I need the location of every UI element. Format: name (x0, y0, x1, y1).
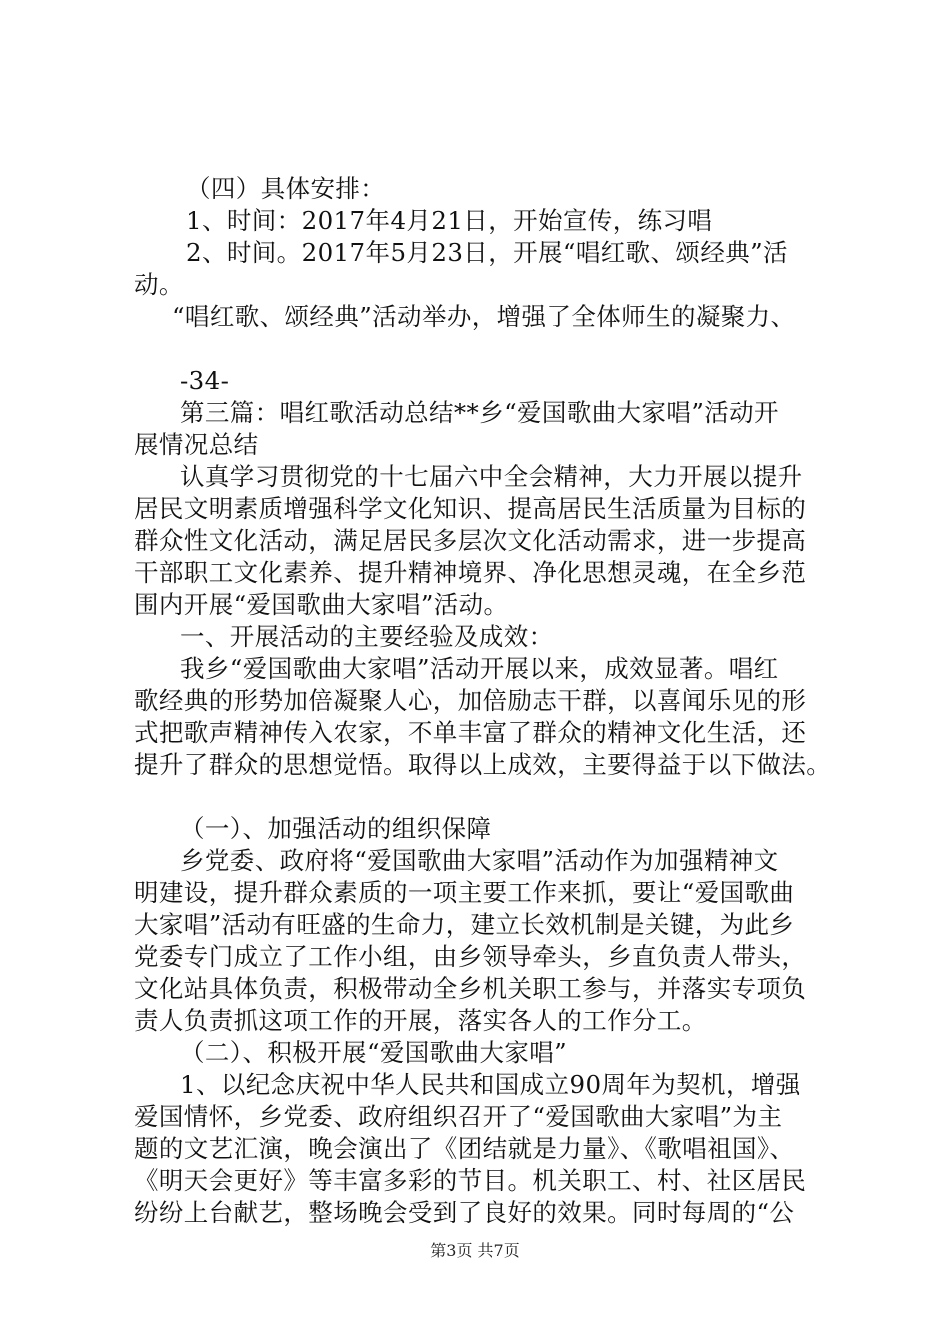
paragraph-line: 提升了群众的思想觉悟。取得以上成效，主要得益于以下做法。 (134, 750, 832, 779)
paragraph-line: 责人负责抓这项工作的开展，落实各人的工作分工。 (134, 1006, 707, 1035)
paragraph-line: 围内开展“爱国歌曲大家唱”活动。 (134, 590, 509, 619)
paragraph-line: 1、时间：2017年4月21日，开始宣传，练习唱 (186, 206, 713, 235)
page-number-marker: -34- (180, 366, 230, 395)
paragraph-line: 文化站具体负责，积极带动全乡机关职工参与，并落实专项负 (134, 974, 807, 1003)
paragraph-line: 乡党委、政府将“爱国歌曲大家唱”活动作为加强精神文 (180, 846, 779, 875)
paragraph-line: 大家唱”活动有旺盛的生命力，建立长效机制是关键，为此乡 (134, 910, 795, 939)
paragraph-line: 题的文艺汇演，晚会演出了《团结就是力量》、《歌唱祖国》、 (134, 1134, 795, 1163)
page-footer: 第3页 共7页 (430, 1241, 520, 1260)
paragraph-line: 爱国情怀，乡党委、政府组织召开了“爱国歌曲大家唱”为主 (134, 1102, 783, 1131)
paragraph-line: 纷纷上台献艺，整场晚会受到了良好的效果。同时每周的“公 (134, 1198, 795, 1227)
chapter-title: 展情况总结 (134, 430, 259, 459)
paragraph-line: 居民文明素质增强科学文化知识、提高居民生活质量为目标的 (134, 494, 807, 523)
paragraph-line: 动。 (134, 270, 184, 299)
paragraph-line: “唱红歌、颂经典”活动举办，增强了全体师生的凝聚力、 (172, 302, 796, 331)
paragraph-line: 干部职工文化素养、提升精神境界、净化思想灵魂，在全乡范 (134, 558, 807, 587)
paragraph-line: 歌经典的形势加倍凝聚人心，加倍励志干群，以喜闻乐见的形 (134, 686, 807, 715)
paragraph-line: 党委专门成立了工作小组，由乡领导牵头，乡直负责人带头， (134, 942, 807, 971)
paragraph-line: 群众性文化活动，满足居民多层次文化活动需求，进一步提高 (134, 526, 807, 555)
section-heading: （二）、积极开展“爱国歌曲大家唱” (180, 1038, 568, 1067)
paragraph-line: 式把歌声精神传入农家，不单丰富了群众的精神文化生活，还 (134, 718, 807, 747)
section-heading: 一、开展活动的主要经验及成效： (180, 622, 554, 651)
section-heading: （一）、加强活动的组织保障 (180, 814, 492, 843)
paragraph-line: 明建设，提升群众素质的一项主要工作来抓，要让“爱国歌曲 (134, 878, 795, 907)
paragraph-line: 2、时间。2017年5月23日，开展“唱红歌、颂经典”活 (186, 238, 788, 267)
section-heading: （四）具体安排： (186, 174, 386, 203)
paragraph-line: 1、以纪念庆祝中华人民共和国成立90周年为契机，增强 (180, 1070, 801, 1099)
paragraph-line: 《明天会更好》等丰富多彩的节目。机关职工、村、社区居民 (134, 1166, 807, 1195)
paragraph-line: 认真学习贯彻党的十七届六中全会精神，大力开展以提升 (180, 462, 803, 491)
chapter-title: 第三篇：唱红歌活动总结**乡“爱国歌曲大家唱”活动开 (180, 398, 779, 427)
paragraph-line: 我乡“爱国歌曲大家唱”活动开展以来，成效显著。唱红 (180, 654, 779, 683)
